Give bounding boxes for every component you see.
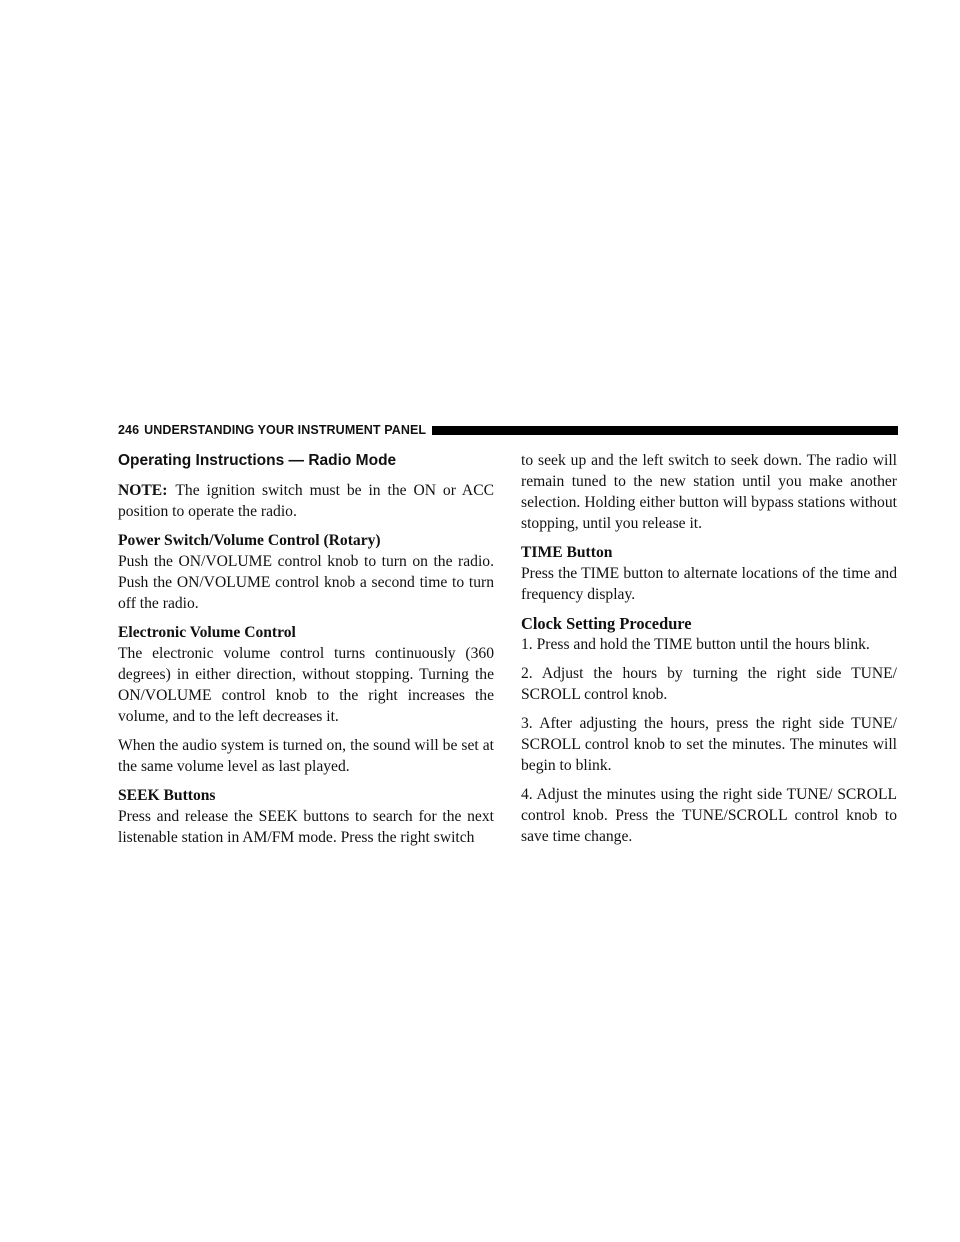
seek-text-start: Press and release the SEEK buttons to search for the next listenable station in AM/FM mode. Press the right switch (118, 808, 494, 846)
clock-step-2: 2. Adjust the hours by turning the right side TUNE/ SCROLL control knob. (521, 665, 897, 703)
clock-step-4: 4. Adjust the minutes using the right side TUNE/ SCROLL control knob. Press the TUNE/SCROLL control knob to save time change. (521, 786, 897, 845)
note-paragraph (118, 480, 494, 522)
electronic-volume-text: The electronic volume control turns continuously (360 degrees) in either direction, without stopping. Turning the ON/VOLUME control knob to the right increases the volume, and to the left decreases it. (118, 645, 494, 725)
right-column (521, 450, 897, 855)
time-section (521, 542, 897, 605)
power-switch-text: Push the ON/VOLUME control knob to turn on the radio. Push the ON/VOLUME control knob a second time to turn off the radio. (118, 553, 494, 612)
note-label: NOTE: (118, 482, 168, 499)
left-column (118, 451, 494, 856)
power-switch-section (118, 530, 494, 614)
power-switch-title: Power Switch/Volume Control (Rotary) (118, 532, 381, 549)
seek-section (118, 785, 494, 848)
seek-text-continued: to seek up and the left switch to seek down. The radio will remain tuned to the new station until you make another selection. Holding either button will bypass stations without stopping, until you release it. (521, 452, 897, 532)
clock-step-1: 1. Press and hold the TIME button until the hours blink. (521, 636, 870, 653)
electronic-volume-title: Electronic Volume Control (118, 624, 296, 641)
note-text: The ignition switch must be in the ON or ACC position to operate the radio. (118, 482, 494, 520)
electronic-volume-section (118, 622, 494, 727)
header-rule (432, 426, 898, 435)
seek-title: SEEK Buttons (118, 787, 216, 804)
clock-step-3: 3. After adjusting the hours, press the right side TUNE/ SCROLL control knob to set the minutes. The minutes will begin to blink. (521, 715, 897, 774)
clock-title: Clock Setting Procedure (521, 614, 692, 633)
time-text: Press the TIME button to alternate locations of the time and frequency display. (521, 565, 897, 603)
page-title: Operating Instructions — Radio Mode (118, 452, 397, 469)
audio-system-paragraph: When the audio system is turned on, the sound will be set at the same volume level as last played. (118, 737, 494, 775)
clock-section (521, 613, 897, 655)
page-number: 246 (118, 423, 140, 437)
running-header (118, 423, 898, 437)
section-title: UNDERSTANDING YOUR INSTRUMENT PANEL (144, 423, 427, 437)
time-title: TIME Button (521, 544, 613, 561)
